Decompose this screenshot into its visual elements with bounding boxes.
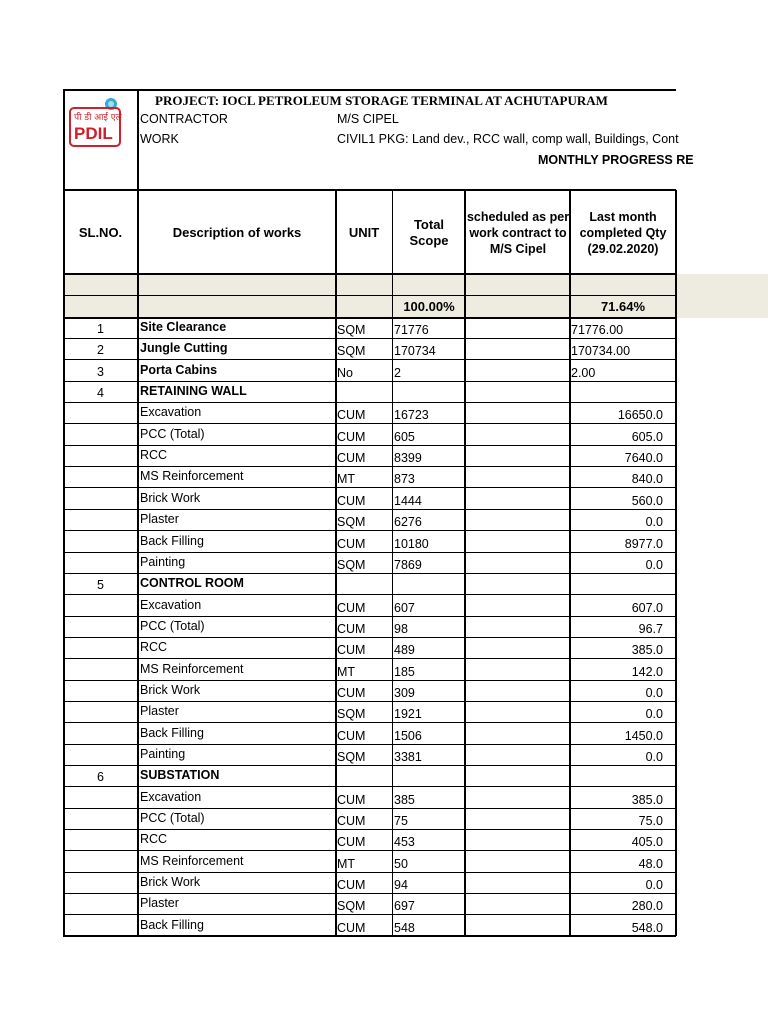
row-unit: MT (337, 857, 356, 871)
row-last-month-qty: 0.0 (645, 750, 663, 764)
table-row (63, 339, 676, 360)
col-header-last-month: Last month completed Qty (29.02.2020) (579, 209, 667, 256)
row-divider (63, 786, 676, 787)
row-divider (63, 850, 676, 851)
row-total-scope: 185 (394, 665, 415, 679)
col-header-total-scope: Total Scope (409, 216, 449, 248)
row-last-month-qty: 170734.00 (571, 344, 631, 358)
row-description: Plaster (140, 704, 179, 718)
table-row (63, 830, 676, 851)
row-description: Painting (140, 747, 186, 761)
row-total-scope: 873 (394, 472, 415, 486)
table-row (63, 532, 676, 553)
table-row (63, 382, 676, 403)
row-unit: No (337, 366, 353, 380)
row-divider (63, 530, 676, 531)
row-description: SUBSTATION (140, 768, 220, 782)
row-last-month-qty: 280.0 (631, 899, 663, 913)
row-unit: MT (337, 472, 356, 486)
row-divider (63, 658, 676, 659)
row-description: Painting (140, 555, 186, 569)
table-row (63, 596, 676, 617)
row-last-month-qty: 840.0 (631, 472, 663, 486)
row-divider (63, 423, 676, 424)
row-last-month-qty: 142.0 (631, 665, 663, 679)
table-row (63, 702, 676, 723)
col-header-sl: SL.NO. (78, 225, 123, 240)
row-unit: CUM (337, 408, 366, 422)
row-unit: SQM (337, 707, 366, 721)
row-total-scope: 6276 (394, 515, 422, 529)
row-unit: CUM (337, 686, 366, 700)
col-header-unit: UNIT (348, 225, 380, 240)
row-last-month-qty: 0.0 (645, 707, 663, 721)
row-unit: CUM (337, 430, 366, 444)
row-sl-no: 5 (97, 578, 104, 592)
row-sl-no: 6 (97, 770, 104, 784)
row-unit: CUM (337, 622, 366, 636)
row-total-scope: 1444 (394, 494, 422, 508)
row-unit: CUM (337, 643, 366, 657)
row-description: Excavation (140, 405, 202, 419)
table-row (63, 809, 676, 830)
row-last-month-qty: 385.0 (631, 793, 663, 807)
row-total-scope: 697 (394, 899, 415, 913)
row-description: Back Filling (140, 534, 204, 548)
row-total-scope: 385 (394, 793, 415, 807)
row-unit: SQM (337, 558, 366, 572)
row-unit: CUM (337, 494, 366, 508)
row-sl-no: 4 (97, 386, 104, 400)
row-total-scope: 7869 (394, 558, 422, 572)
row-total-scope: 71776 (394, 323, 429, 337)
summary-last-month-pct: 71.64% (600, 299, 646, 314)
table-row (63, 894, 676, 915)
row-last-month-qty: 0.0 (645, 878, 663, 892)
row-sl-no: 1 (97, 322, 104, 336)
row-unit: CUM (337, 921, 366, 935)
row-unit: CUM (337, 814, 366, 828)
table-row (63, 638, 676, 659)
row-description: MS Reinforcement (140, 854, 244, 868)
row-last-month-qty: 385.0 (631, 643, 663, 657)
row-description: RCC (140, 640, 168, 654)
project-title: PROJECT: IOCL PETROLEUM STORAGE TERMINAL AT ACHUTAPURAM (155, 93, 608, 108)
contractor-value: M/S CIPEL (337, 112, 399, 126)
row-description: RETAINING WALL (140, 384, 247, 398)
row-description: PCC (Total) (140, 427, 205, 441)
table-row (63, 660, 676, 681)
row-description: Excavation (140, 598, 202, 612)
table-row (63, 489, 676, 510)
row-unit: CUM (337, 537, 366, 551)
row-last-month-qty: 0.0 (645, 515, 663, 529)
table-row (63, 553, 676, 574)
row-divider (63, 487, 676, 488)
row-last-month-qty: 605.0 (631, 430, 663, 444)
row-description: Porta Cabins (140, 363, 218, 377)
row-description: MS Reinforcement (140, 662, 244, 676)
row-last-month-qty: 96.7 (638, 622, 663, 636)
row-total-scope: 453 (394, 835, 415, 849)
row-total-scope: 605 (394, 430, 415, 444)
row-description: Back Filling (140, 726, 204, 740)
table-row (63, 916, 676, 937)
row-total-scope: 50 (394, 857, 408, 871)
row-unit: MT (337, 665, 356, 679)
table-row (63, 745, 676, 766)
row-unit: SQM (337, 515, 366, 529)
logo-text: PDIL (74, 124, 113, 143)
row-last-month-qty: 16650.0 (617, 408, 663, 422)
row-last-month-qty: 7640.0 (624, 451, 663, 465)
row-total-scope: 607 (394, 601, 415, 615)
work-label: WORK (140, 132, 179, 146)
row-total-scope: 3381 (394, 750, 422, 764)
col-header-scheduled: scheduled as per work contract to M/S Cipel (466, 209, 570, 256)
row-unit: CUM (337, 729, 366, 743)
row-description: PCC (Total) (140, 619, 205, 633)
row-last-month-qty: 71776.00 (571, 323, 624, 337)
row-total-scope: 309 (394, 686, 415, 700)
row-description: CONTROL ROOM (140, 576, 244, 590)
row-unit: SQM (337, 750, 366, 764)
row-total-scope: 2 (394, 366, 401, 380)
row-unit: CUM (337, 793, 366, 807)
row-unit: SQM (337, 899, 366, 913)
row-description: Excavation (140, 790, 202, 804)
row-description: Brick Work (140, 683, 201, 697)
row-description: Plaster (140, 512, 179, 526)
row-description: Brick Work (140, 875, 201, 889)
row-total-scope: 170734 (394, 344, 436, 358)
row-last-month-qty: 405.0 (631, 835, 663, 849)
table-row (63, 403, 676, 424)
row-description: Plaster (140, 896, 179, 910)
pdil-logo (68, 96, 132, 150)
row-last-month-qty: 8977.0 (624, 537, 663, 551)
row-total-scope: 75 (394, 814, 408, 828)
row-description: MS Reinforcement (140, 469, 244, 483)
row-divider (63, 594, 676, 595)
report-title: MONTHLY PROGRESS RE (538, 153, 694, 167)
blank-row (63, 274, 676, 296)
row-sl-no: 2 (97, 343, 104, 357)
work-value: CIVIL1 PKG: Land dev., RCC wall, comp wall, Buildings, Cont (337, 132, 679, 146)
row-unit: CUM (337, 835, 366, 849)
table-row (63, 788, 676, 809)
table-row (63, 467, 676, 488)
row-last-month-qty: 607.0 (631, 601, 663, 615)
row-description: PCC (Total) (140, 811, 205, 825)
row-description: RCC (140, 832, 168, 846)
table-row (63, 318, 676, 339)
row-total-scope: 1506 (394, 729, 422, 743)
row-unit: SQM (337, 323, 366, 337)
row-divider (63, 359, 676, 360)
table-row (63, 510, 676, 531)
contractor-label: CONTRACTOR (140, 112, 228, 126)
row-last-month-qty: 1450.0 (624, 729, 663, 743)
row-unit: SQM (337, 344, 366, 358)
row-description: RCC (140, 448, 168, 462)
row-sl-no: 3 (97, 365, 104, 379)
table-row (63, 574, 676, 595)
row-total-scope: 16723 (394, 408, 429, 422)
row-last-month-qty: 2.00 (571, 366, 596, 380)
table-row (63, 425, 676, 446)
row-last-month-qty: 48.0 (638, 857, 663, 871)
row-divider (63, 722, 676, 723)
row-divider (63, 914, 676, 915)
row-description: Jungle Cutting (140, 341, 228, 355)
row-description: Back Filling (140, 918, 204, 932)
summary-total-pct: 100.00% (403, 299, 455, 314)
table-row (63, 766, 676, 787)
row-unit: CUM (337, 601, 366, 615)
row-total-scope: 10180 (394, 537, 429, 551)
table-row (63, 852, 676, 873)
table-row (63, 873, 676, 894)
row-total-scope: 94 (394, 878, 408, 892)
table-row (63, 681, 676, 702)
table-row (63, 617, 676, 638)
summary-band (676, 274, 768, 318)
table-row (63, 446, 676, 467)
table-row (63, 361, 676, 382)
row-last-month-qty: 0.0 (645, 686, 663, 700)
row-last-month-qty: 548.0 (631, 921, 663, 935)
row-total-scope: 8399 (394, 451, 422, 465)
row-last-month-qty: 560.0 (631, 494, 663, 508)
row-unit: CUM (337, 451, 366, 465)
row-total-scope: 1921 (394, 707, 422, 721)
row-total-scope: 489 (394, 643, 415, 657)
logo-hindi-text: पी डी आई एल (74, 113, 122, 123)
row-total-scope: 548 (394, 921, 415, 935)
col-header-desc: Description of works (172, 225, 302, 240)
row-total-scope: 98 (394, 622, 408, 636)
row-description: Site Clearance (140, 320, 227, 334)
row-description: Brick Work (140, 491, 201, 505)
table-row (63, 724, 676, 745)
row-last-month-qty: 0.0 (645, 558, 663, 572)
row-last-month-qty: 75.0 (638, 814, 663, 828)
row-unit: CUM (337, 878, 366, 892)
